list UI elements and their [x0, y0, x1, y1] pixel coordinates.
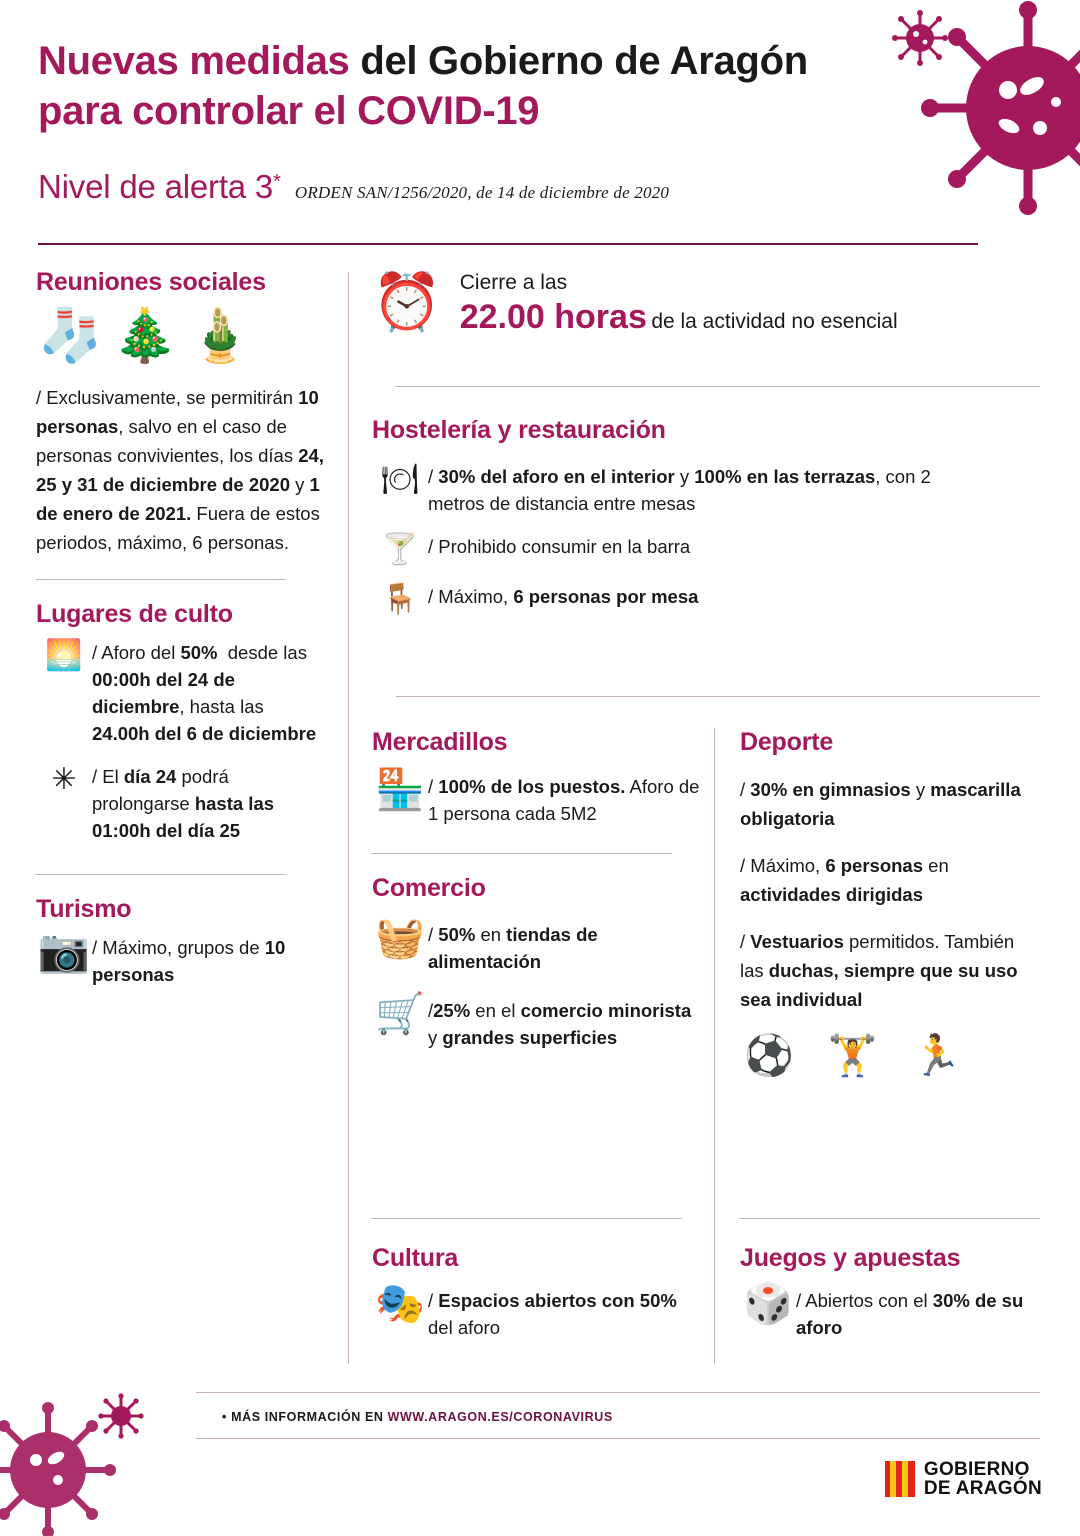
order-reference: ORDEN SAN/1256/2020, de 14 de diciembre de 2020: [294, 183, 670, 202]
deporte-item-3: / Vestuarios permitidos. También las duchas, siempre que su uso sea individual: [740, 931, 1018, 1010]
sunrise-icon: 🌅: [45, 638, 83, 673]
deporte-item-2: / Máximo, 6 personas en actividades dirigidas: [740, 855, 949, 905]
cocktail-glass-icon: 🍸: [381, 532, 419, 567]
theatre-masks-icon: 🎭: [375, 1281, 425, 1327]
divider-left-1: [36, 579, 286, 580]
food-serving-tray-icon: 🍽: [380, 462, 420, 497]
alarm-clock-icon: ⏰: [372, 269, 442, 335]
running-icon: 🏃: [911, 1033, 962, 1079]
section-title-juegos-y-apuestas: Juegos y apuestas: [740, 1244, 961, 1272]
title-part-3: para controlar el COVID-19: [38, 89, 540, 133]
column-middle: [372, 728, 702, 1067]
mercadillos-text: / 100% de los puestos. Aforo de 1 persona cada 5M2: [428, 776, 700, 824]
section-comercio: [372, 874, 702, 1051]
closing-line-1: Cierre a las: [459, 271, 568, 294]
closing-divider: [396, 386, 1040, 387]
divider-mid-1: [396, 696, 1040, 697]
closing-time-banner: [372, 268, 1040, 337]
hosteleria-item-3: [372, 583, 1032, 617]
hosteleria-item-1: [372, 463, 1032, 517]
title-part-2: del Gobierno de Aragón: [349, 39, 808, 83]
footer: [0, 1392, 1080, 1528]
more-info-label: MÁS INFORMACIÓN EN: [231, 1410, 384, 1424]
alert-level-asterisk: *: [273, 171, 281, 193]
worship-item-1: [36, 639, 326, 747]
market-stall-icon: 🏪: [375, 767, 425, 813]
comercio-item-2-text: /25% en el comercio minorista y grandes superficies: [428, 1000, 692, 1048]
christmas-stocking-icon: 🧦: [38, 306, 103, 366]
column-middle-top: [372, 416, 1032, 633]
page-title: [38, 36, 868, 136]
section-juegos-wrapper: [740, 1244, 1050, 1357]
hosteleria-item-2: [372, 533, 1032, 567]
divider-right-1: [740, 1218, 1040, 1219]
logo-line-1: GOBIERNO: [923, 1459, 1030, 1480]
more-info-line: [222, 1410, 613, 1424]
alert-level-row: [38, 168, 898, 206]
section-title-comercio: Comercio: [372, 874, 486, 902]
coronavirus-url[interactable]: WWW.ARAGON.ES/CORONAVIRUS: [387, 1410, 613, 1424]
logo-line-2: DE ARAGÓN: [923, 1478, 1042, 1499]
section-title-hosteleria: Hostelería y restauración: [372, 416, 666, 444]
christmas-tree-icon: 🎄: [112, 306, 178, 366]
comercio-item-1: [372, 915, 702, 975]
section-mercadillos: [372, 728, 702, 827]
aragon-flag-icon: [885, 1461, 915, 1497]
worship-item-2-text: / El día 24 podrá prolongarse hasta las 01:00h del día 25: [92, 766, 275, 841]
coronavirus-footer-graphic: [0, 1386, 160, 1536]
footer-divider-bottom: [196, 1438, 1040, 1439]
dice-stack-icon: 🎲: [743, 1281, 793, 1327]
title-part-1: Nuevas medidas: [38, 39, 350, 83]
turismo-text: / Máximo, grupos de 10 personas: [92, 937, 286, 985]
section-turismo: [36, 895, 326, 988]
column-left: [36, 268, 326, 1004]
header: [0, 0, 1080, 250]
section-cultura: [372, 1244, 702, 1341]
main-content: [0, 258, 1080, 1388]
star-sparkle-icon: ✳: [51, 762, 77, 797]
section-title-lugares-de-culto: Lugares de culto: [36, 600, 233, 628]
column-right: [740, 728, 1040, 1079]
juegos-text: / Abiertos con el 30% de su aforo: [796, 1290, 1024, 1338]
bullet-icon: •: [222, 1410, 227, 1424]
section-title-deporte: Deporte: [740, 728, 834, 756]
section-hosteleria: [372, 416, 1032, 617]
section-title-cultura: Cultura: [372, 1244, 459, 1272]
shopping-basket-icon: 🧺: [375, 915, 425, 961]
hosteleria-item-3-text: / Máximo, 6 personas por mesa: [428, 586, 699, 607]
soccer-ball-icon: ⚽: [744, 1033, 794, 1079]
gobierno-de-aragon-logo: [885, 1460, 1042, 1498]
section-lugares-de-culto: [36, 600, 326, 844]
worship-item-2: [36, 763, 326, 844]
section-reuniones-sociales: [36, 268, 326, 557]
comercio-item-2: [372, 991, 702, 1051]
mercadillos-item: [372, 767, 702, 827]
section-title-reuniones-sociales: Reuniones sociales: [36, 268, 266, 296]
alert-level-label: Nivel de alerta 3: [38, 168, 274, 205]
coronavirus-small-graphic: [890, 8, 950, 68]
hosteleria-item-1-text: / 30% del aforo en el interior y 100% en las terrazas, con 2 metros de distancia entre mesas: [428, 466, 931, 514]
closing-hours: 22.00 horas: [459, 298, 647, 336]
column-divider-right: [714, 728, 715, 1364]
comercio-item-1-text: / 50% en tiendas de alimentación: [428, 924, 598, 972]
section-cultura-wrapper: [372, 1244, 702, 1357]
weightlifting-icon: 🏋: [827, 1033, 878, 1079]
deporte-item-1: / 30% en gimnasios y mascarilla obligatoria: [740, 779, 1021, 829]
column-divider-left: [348, 272, 349, 1364]
christmas-bauble-icon: 🎍: [187, 306, 253, 366]
worship-item-1-text: / Aforo del 50% desde las 00:00h del 24 de diciembre, hasta las 24.00h del 6 de diciembre: [92, 642, 317, 744]
section-deporte: [740, 728, 1040, 1079]
shopping-cart-icon: 🛒: [375, 991, 425, 1037]
divider-left-2: [36, 874, 286, 875]
cultura-item: [372, 1281, 702, 1341]
divider-mid-2: [372, 853, 672, 854]
juegos-item: [740, 1281, 1050, 1341]
section-title-turismo: Turismo: [36, 895, 132, 923]
reuniones-sociales-text: / Exclusivamente, se permitirán 10 personas, salvo en el caso de personas convivientes, los días 24, 25 y 31 de diciembre de 2020 y 1 de enero de 2021. Fuera de estos periodos, máximo, 6 personas.: [36, 387, 324, 553]
turismo-item: [36, 926, 326, 988]
coronavirus-graphic: [880, 0, 1080, 240]
table-chairs-icon: 🪑: [381, 582, 419, 617]
sport-icons-row: [744, 1032, 1040, 1079]
section-title-mercadillos: Mercadillos: [372, 728, 508, 756]
hosteleria-item-2-text: / Prohibido consumir en la barra: [428, 536, 691, 557]
footer-divider-top: [196, 1392, 1040, 1393]
closing-after-text: de la actividad no esencial: [651, 310, 898, 333]
header-divider: [38, 243, 978, 245]
photo-camera-icon: 📷: [37, 926, 91, 975]
christmas-icons-row: [38, 307, 326, 365]
divider-mid-3: [372, 1218, 682, 1219]
section-juegos-y-apuestas: [740, 1244, 1050, 1341]
cultura-text: / Espacios abiertos con 50% del aforo: [428, 1290, 677, 1338]
